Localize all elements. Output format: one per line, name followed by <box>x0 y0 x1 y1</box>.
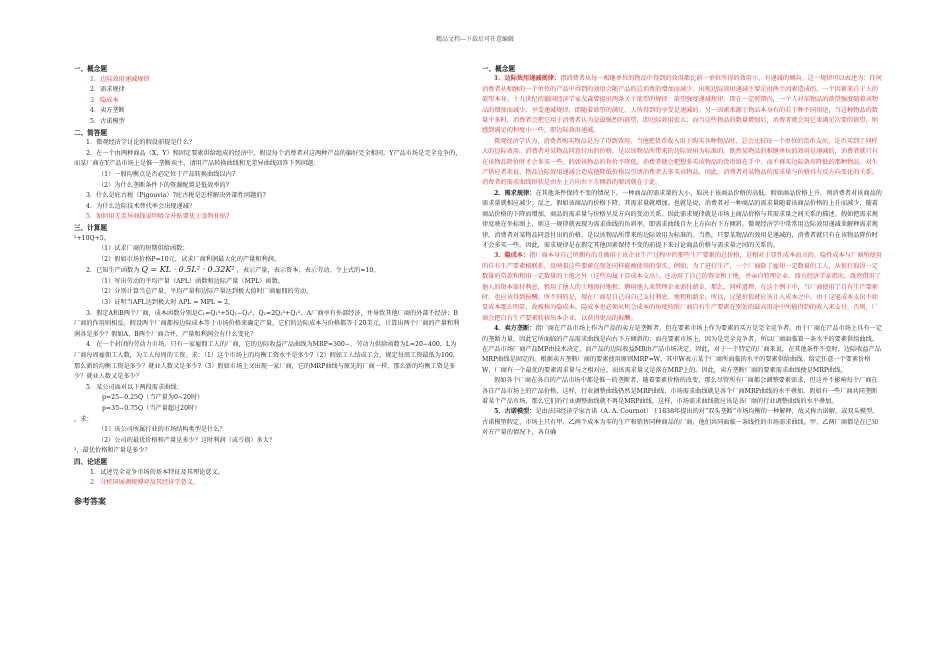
section-heading-concepts-answers: 一、概念题 <box>482 65 515 73</box>
essay-question: 1．试述完全竞争市场的基本特征及其理论意义。 <box>90 468 224 476</box>
calc-question-2 <box>74 265 462 277</box>
sub-question: （2）为什么垄断条件下的资源配置是低效率的? <box>98 181 230 189</box>
short-question: 1．微观经济学讨论的假设前提是什么？ <box>86 139 196 147</box>
answer-1 <box>482 74 882 136</box>
answer-paragraph: 微观经济学认为，消费者购买物品是为了得到效用。当他把货币收入用于购买各种物品时，总会比较每一个单位的货币支出，是否买到了同样大的边际效用。消费者对某物品同意付出的价格，是以该物品所带来的边际效用为标准的。既然某物品的相继单位的效用是递减的，消费者就只有在该物品降价时才会多买一些。假如该物品的售价不降低，消费者就会把想多买该物品的货币留在手中，而不再买边际效用降低的那种物品。对生产供应者来说，物品边际效用递减会造成他降低价格以引诱消费者去多买该物品。因此，消费者对某物品的需求量与价格具有反方向变化的关系。消费者的需求曲线形状是由左上方向右下方倾斜的原因就在于此。 <box>482 137 878 187</box>
answer-text: 在其他条件保持不变的情况下，一种商品的需求量的大小，取决于该商品价格的高低。假如商品价格上升，则消费者对该商品的需求量就相应减少；反之，假如该商品的价格下降，其需求量就增加。也就是说，消费者对一种商品的需求量随着该商品价格的上升而减少，随着商品价格的下降而增加，商品的需求量与价格呈反方向的变动关系。因此需求规律就是市场上商品价格与其需求量之间关系的描述。假如把需求规律反映在坐标图上，则这一规律就表现为需求曲线的负斜率，即需求曲线自左上方向右下方倾斜。微观经济学中常常用边际效用递减来解释需求规律。消费者对某物品同意付出的价格，是以该物品所带来的边际效用为标准的。当然，只要某物品的效用是递减的，消费者就只有在该物品降价时才会多买一些。因此，需求规律是在假定其他因素保持不变的前提下来讨论商品价格与需求量之间的关系的。 <box>482 189 882 249</box>
demand-curve-segment: p=35−0.75Q（当产量超过20时） <box>102 405 201 412</box>
answer-term: 4．卖方垄断： <box>494 325 536 333</box>
short-question: 4．为什么边际技术替代率会出现递减？ <box>86 202 196 210</box>
answer-text: 指消费者从每一相继单位的物品中得到的效用都比前一单位所得的效用小，有递减的倾向。这一规律可以表述为：任何消费者从相继的一个单位的产品中得到的效用会随产品的总消费的增加而减少。出现边际效用递减主要是由两个因素造成的。一个因素来自于人的欲望本身。十九世纪的德国经济学家戈森曾提出两条关于欲望的规律：欲望强度递减规律，即在一定时期内，一个人对某物品的欲望强度随着该物品的增加而减少；享受递减规律，即随着欲望的满足，人所得到的享受是递减的。另一因素来源于物品本身有的若干种不同用途，当这种物品的数量不多时，消费者会把它用于消费者认为是最强烈的欲望，即边际效用很大；而当这些物品的数量增加后，消费者就会用它来满足次要的欲望，则感到满足的程度小一些，即边际效用递减。 <box>482 75 882 135</box>
sub-question: （1）试求厂商的短期供给函数； <box>98 245 189 253</box>
answer-2 <box>482 189 882 251</box>
answer-3 <box>482 251 882 324</box>
calc-fragment: ²+10Q+5。 <box>74 234 110 242</box>
section-heading-calc: 三、计算题 <box>74 223 107 232</box>
production-function-formula: Q = KL · 0.5L² · 0.32K² <box>141 265 235 275</box>
calc-question: 5．某公司面对以下两段需求曲线： <box>86 383 183 391</box>
sub-question: （3）证明当APL达到极大时 APL = MPL = 2。 <box>98 299 235 307</box>
calc-question: 4．在一个封闭的劳动力市场，只有一家雇佣工人的厂商，它的边际收益产品曲线为MRP=300−，劳动力供给函数为L=20−400，L为厂商每周雇佣工人数，为工人每周的工资。求：（1）这个市场上的均衡工资水平是多少?（2）假如工人结成工会，规定每周工资最低为100，那么新的均衡工资是多少？就业人数又是多少?（3）假如市场上又出现一家厂商，它的MRP曲线与原先的厂商一样，那么新的均衡工资是多少？就业人数又是多少？ <box>74 341 459 381</box>
answer-paragraph: 假如各个厂商在各自的产品市场中都是惟一的垄断者，随着要素价格的改变，那么尽管所有厂商都会调整要素需求，但这并不影响每个厂商在各自产品市场上的产品价格，这样，行业调整曲线仍然是MRP曲线，市场需求曲线就是各个厂商MRP曲线的水平叠加。假如有一些厂商共同垄断着某个产品市场，那么它们的行业调整曲线就不再是MRP曲线，这样，市场需求曲线就应该是各厂商的行业调整曲线的水平叠加。 <box>482 377 878 405</box>
answer-term: 3．隐成本： <box>494 252 530 260</box>
answer-term: 2．需求规律： <box>494 189 536 197</box>
short-question: 2．在一个由两种商品（X，Y）和固定要素供给组成的经济中，假设每个消费者对这两种产品的偏好完全相同，Y产品市场是完全竞争的，而某厂商在Y产品市场上是惟一垄断卖主，请用产品转换曲线和无差异曲线回答下列问题： <box>74 149 462 168</box>
calc-fragment: ，求： <box>74 415 93 423</box>
concept-item: 5．古诺模型 <box>90 117 125 125</box>
section-heading-concepts: 一、概念题 <box>74 65 107 73</box>
demand-curve-segment: p=25−0.25Q（当产量为0~20时） <box>102 394 204 402</box>
concept-item: 1．边际效用递减规律 <box>90 75 150 83</box>
calc-question: 3．假定A和B两个厂商，成本函数分别是C₁=Q₁²+5Q₁−Q₂²，Q₂=2Q₂²+Q₁²。A厂商享有外部经济，并导致其他厂商的外部不经济；B厂商的作用则相反。假设两个厂商都按边际成本等于市场价格来确定产量，它们的边际成本与价格都等于20美元，计算出两个厂商的产量和利润各是多少？假如A、B两个厂商合并，产量和利润会有什么变化？ <box>74 309 460 338</box>
concept-item: 4．卖方垄断 <box>90 107 125 115</box>
sub-question: （1）写出劳动的平均产量（APL）函数和边际产量（MPL）函数。 <box>98 277 284 285</box>
calc-fragment: ²，最优价格和产量是多少？ <box>74 447 151 455</box>
essay-question: 2．分析国展调规博弈及其经济学意义。 <box>90 479 200 487</box>
sub-question: （2）分别计算当总产量、平均产量和边际产量达到极大值时厂商雇佣的劳动。 <box>98 288 313 296</box>
concept-item: 3．隐成本 <box>90 96 119 104</box>
short-question: 3．什么是庇古税（Pigouvia）?庇古税是怎样解决外部性问题的? <box>86 192 266 200</box>
questions-column <box>74 64 462 507</box>
answer-text: 指厂商在产品市场上作为产品的卖方是垄断者，但在要素市场上作为要素的买方是完全竞争者。由于厂商在产品市场上具有一定的垄断力量，因此它所面临的产品需求曲线是向右下方倾斜的；而在要素市场上，因为是完全竞争者，所以厂商面临着一条水平的要素供给曲线。在产品市场厂商产品MP由技术决定，而产品的边际收益MR由产品市场决定，因此，对于一个特定的厂商来说，在其他条件不变时，边际收益产品MRP曲线是固定的。根据卖方垄断厂商的要素使用原则MRP=W，其中W表示某个厂商所面临的水平的要素供给曲线。给定任意一个要素价格W，厂商有一个最优的要素需求量与之相对应，而该需求量又是落在MRP上的。因此，卖方垄断厂商的要素需求曲线便是MRP曲线。 <box>482 325 882 374</box>
answer-term: 5．古诺模型： <box>494 408 536 416</box>
answers-column <box>482 64 882 439</box>
sub-question: （2）假如市场价格P=10元，试求厂商利润最大化的产量和利润。 <box>98 255 281 263</box>
answer-text: 是由法国经济学家古诺（A. A. Cournot）于1838年提出的对“双头垄断”市场均衡的一种解释，故又称古诺解，或双头模型。古诺模型假定，市场上只有甲、乙两个成本为零的生产和销售同种商品的厂商，他们共同面临一条线性的市场需求曲线。甲、乙两厂商都是在已知对方产量的情况下，各自确 <box>482 408 879 437</box>
answer-heading: 参考答案 <box>74 496 106 506</box>
answer-text: 指厂商本身自己所拥有的且被用于该企业生产过程中的那些生产要素的总价格，是相对于显性成本而言的。隐性成本与厂商所使用的自有生产要素相联系，反映着这些要素在别处同样能被使用的事实。例如，为了进行生产，一个厂商除了雇用一定数量的工人，从银行取得一定数量的贷款和租用一定数量的土地之外（这些均属于显成本支出），还动用了自己的资金和土地，并亲自管理企业。西方经济学家指出，既然借用了他人的资本需付利息，租用了他人的土地需付地租，聘用他人来管理企业需付薪金，那么，同样道理，在这个例子中，当厂商使用了自有生产要素时，也应该得到报酬。所不同的是，现在厂商是自己向自己支付利息、地租和薪金。所以，这笔价值就应该计入成本之中。由于这笔成本支出不如显成本那么明显，故被称为隐成本。隐成本也必须从机会成本的角度按照厂商自有生产要素在别处的最高用途中所能得到的收入来支付，否则，厂商会把自有生产要素转移出本企业，以获得更高的报酬。 <box>482 252 882 322</box>
answer-5 <box>482 407 882 438</box>
calc-2-prefix: 2．已知生产函数为 <box>86 267 140 275</box>
sub-question: （1）一般均衡点是否必定位于产品转换曲线以内? <box>98 170 236 178</box>
page-header: 精品文档---下载后可任意编辑 <box>435 36 515 43</box>
section-heading-essay: 四、论述题 <box>74 457 107 466</box>
concept-item: 2．需求规律 <box>90 86 125 94</box>
short-question: 5．如何用无差异曲线说明吸金补贴要优于食物补贴? <box>86 213 230 221</box>
sub-question: （1）该公司所属行业的市场结构类型是什么？ <box>98 426 226 434</box>
answer-term: 1．边际效用递减规律： <box>494 75 561 83</box>
calc-2-suffix: ，表示产量，表示资本，表示劳动。令上式的=10。 <box>236 267 380 275</box>
sub-question: （2）公司的最优价格和产量是多少？这时利润（或亏损）多大？ <box>98 436 276 444</box>
section-heading-short: 二、简答题 <box>74 128 107 137</box>
answer-4 <box>482 324 882 376</box>
